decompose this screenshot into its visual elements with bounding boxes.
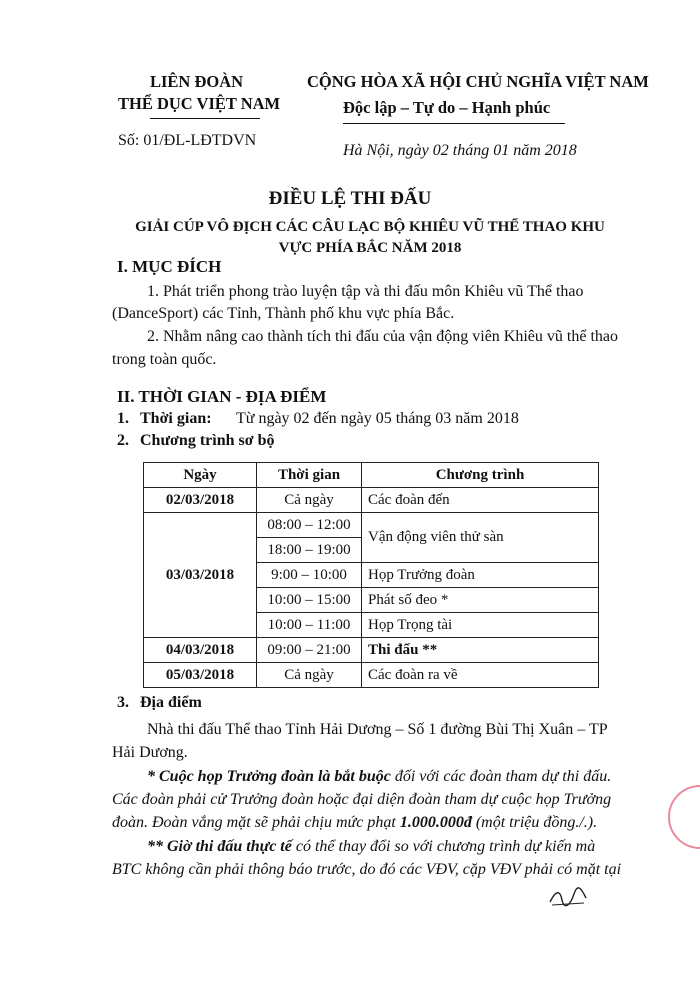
- row-time: 18:00 – 19:00: [257, 538, 362, 563]
- note1-line1: [112, 765, 622, 788]
- signature-mark: [548, 886, 588, 908]
- section1-item2-line2: trong toàn quốc.: [112, 351, 217, 368]
- row-date: 04/03/2018: [144, 638, 257, 663]
- org-line1: LIÊN ĐOÀN: [150, 72, 244, 91]
- row-program: Vận động viên thử sàn: [362, 513, 599, 563]
- row-date: 05/03/2018: [144, 663, 257, 688]
- row-program: Phát số đeo *: [362, 588, 599, 613]
- section1-heading: I. MỤC ĐÍCH: [117, 257, 222, 276]
- table-header-row: [144, 463, 599, 488]
- section1-item1-line1: 1. Phát triển phong trào luyện tập và thi đấu môn Khiêu vũ Thể thao: [147, 283, 584, 300]
- note1-line3: [112, 811, 622, 834]
- row-program: Các đoàn đến: [362, 488, 599, 513]
- doc-title: ĐIỀU LỆ THI ĐẤU: [268, 188, 432, 209]
- row-time: 08:00 – 12:00: [257, 513, 362, 538]
- country-name: CỘNG HÒA XÃ HỘI CHỦ NGHĨA VIỆT NAM: [307, 72, 649, 91]
- note1-bold: * Cuộc họp Trưởng đoàn là bắt buộc: [147, 768, 391, 785]
- row-program: Thi đấu **: [362, 638, 599, 663]
- time-label: Thời gian:: [140, 410, 212, 427]
- row-time: Cả ngày: [257, 488, 362, 513]
- motto-underline: [343, 123, 565, 124]
- row-time: 09:00 – 21:00: [257, 638, 362, 663]
- row-time: Cả ngày: [257, 663, 362, 688]
- table-row: [144, 663, 599, 688]
- venue-paragraph: [112, 718, 622, 764]
- row-program: Các đoàn ra về: [362, 663, 599, 688]
- venue-line2: Hải Dương.: [112, 744, 188, 761]
- section1-item2-line1: 2. Nhằm nâng cao thành tích thi đấu của vận động viên Khiêu vũ thể thao: [147, 328, 618, 345]
- org-underline: [150, 118, 260, 119]
- note1-fine: 1.000.000đ: [399, 814, 472, 831]
- row-date: 02/03/2018: [144, 488, 257, 513]
- row-time: 9:00 – 10:00: [257, 563, 362, 588]
- schedule-table: [143, 462, 599, 688]
- note2-bold: ** Giờ thi đấu thực tế: [147, 838, 292, 855]
- table-row: [144, 513, 599, 538]
- doc-subtitle-line2: VỰC PHÍA BẮC NĂM 2018: [278, 240, 462, 256]
- col-header-program: Chương trình: [362, 463, 599, 488]
- section2-heading: II. THỜI GIAN - ĐỊA ĐIỂM: [117, 387, 327, 406]
- motto: Độc lập – Tự do – Hạnh phúc: [343, 98, 551, 117]
- row-time: 10:00 – 11:00: [257, 613, 362, 638]
- section3-number: 3.: [117, 694, 129, 711]
- row-program: Họp Trọng tài: [362, 613, 599, 638]
- note2-rest: có thể thay đổi so với chương trình dự kiến mà: [291, 838, 596, 855]
- section1-item1-line2: (DanceSport) các Tỉnh, Thành phố khu vực phía Bắc.: [112, 305, 455, 322]
- note2-line2: BTC không cần phải thông báo trước, do đó các VĐV, cặp VĐV phải có mặt tại: [112, 861, 622, 878]
- col-header-time: Thời gian: [257, 463, 362, 488]
- place-date: Hà Nội, ngày 02 tháng 01 năm 2018: [343, 142, 577, 159]
- note1-line2: Các đoàn phải cử Trưởng đoàn hoặc đại diện đoàn tham dự cuộc họp Trưởng: [112, 791, 612, 808]
- table-row: [144, 488, 599, 513]
- row-date: 03/03/2018: [144, 513, 257, 638]
- program-label: Chương trình sơ bộ: [140, 432, 275, 449]
- row-program: Họp Trưởng đoàn: [362, 563, 599, 588]
- note2-paragraph: [112, 835, 622, 881]
- note2-line1: [112, 835, 622, 858]
- org-line2: THỂ DỤC VIỆT NAM: [118, 94, 281, 113]
- note1-line3b: (một triệu đồng./.).: [471, 814, 598, 831]
- table-row: [144, 638, 599, 663]
- section3-heading: Địa điểm: [140, 694, 202, 711]
- time-value: Từ ngày 02 đến ngày 05 tháng 03 năm 2018: [236, 410, 519, 427]
- row-time: 10:00 – 15:00: [257, 588, 362, 613]
- note1-line3a: đoàn. Đoàn vắng mặt sẽ phải chịu mức phạt: [112, 814, 400, 831]
- note1-paragraph: [112, 765, 622, 834]
- stamp-seal: [668, 785, 700, 849]
- doc-subtitle-line1: GIẢI CÚP VÔ ĐỊCH CÁC CÂU LẠC BỘ KHIÊU VŨ THỂ THAO KHU: [135, 219, 605, 235]
- col-header-date: Ngày: [144, 463, 257, 488]
- note1-rest: đối với các đoàn tham dự thi đấu.: [390, 768, 612, 785]
- time-number: 1.: [117, 410, 129, 427]
- doc-number: Số: 01/ĐL-LĐTDVN: [118, 132, 257, 149]
- venue-line1: Nhà thi đấu Thể thao Tỉnh Hải Dương – Số 1 đường Bùi Thị Xuân – TP: [147, 721, 608, 738]
- program-number: 2.: [117, 432, 129, 449]
